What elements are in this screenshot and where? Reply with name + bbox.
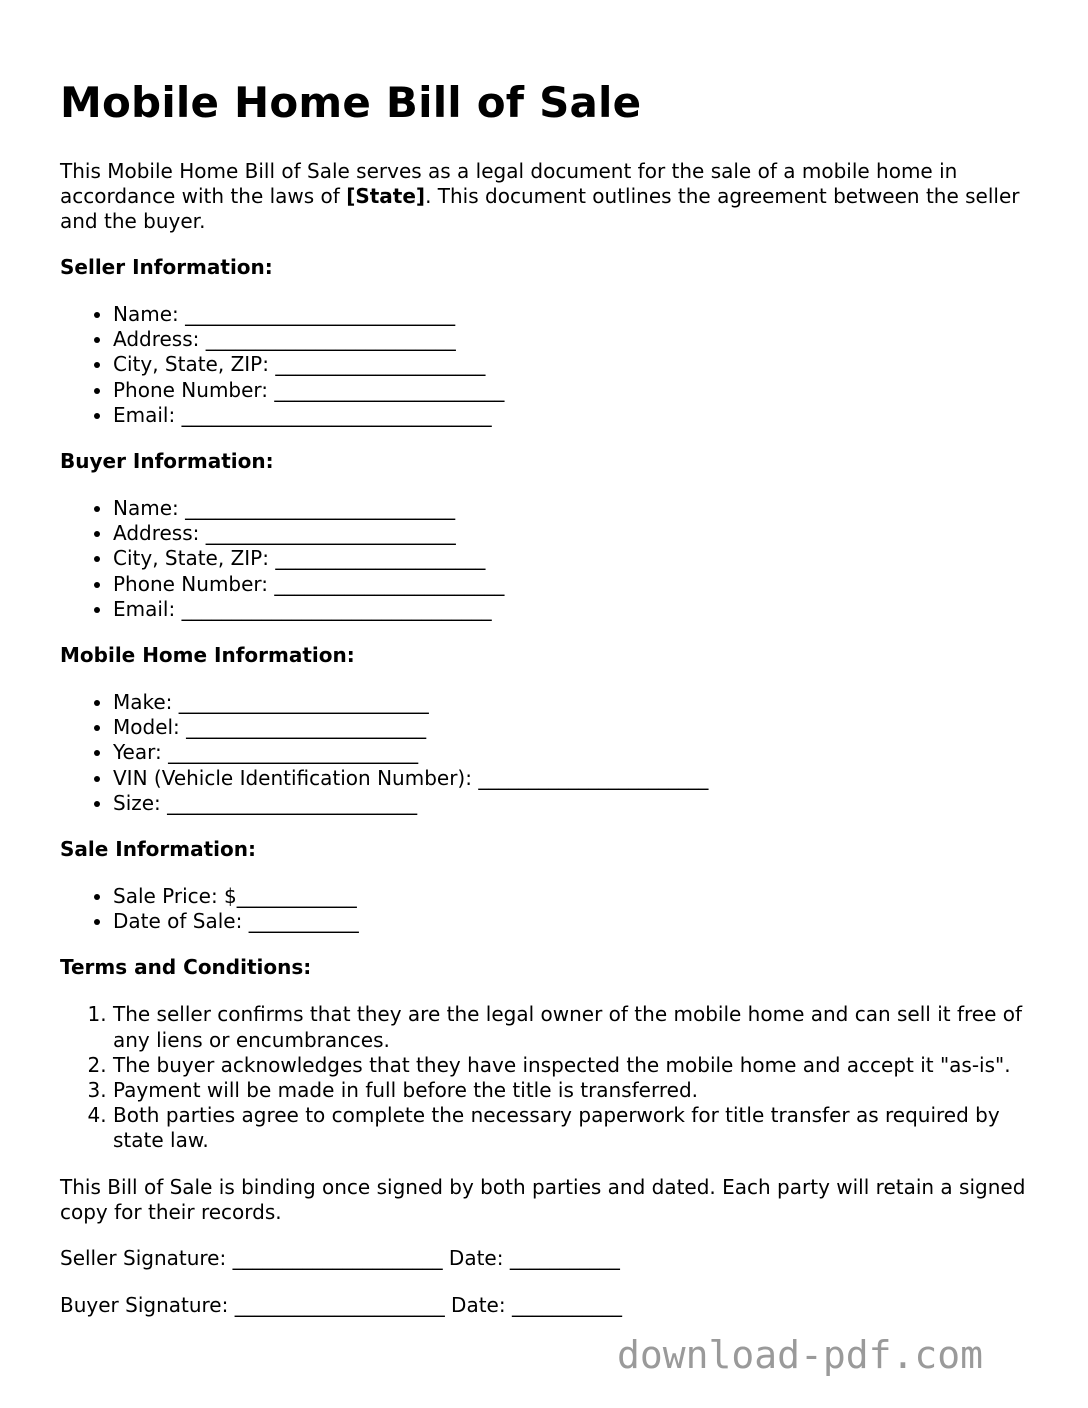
- sale-price-field: • Sale Price: $____________: [113, 884, 1050, 909]
- seller-city-field: • City, State, ZIP: _____________________: [113, 352, 1050, 377]
- document-title: Mobile Home Bill of Sale: [60, 78, 642, 127]
- home-year-field: • Year: _________________________: [113, 740, 1050, 765]
- seller-email-field: • Email: _______________________________: [113, 403, 1050, 428]
- seller-address-field: • Address: _________________________: [113, 327, 1050, 352]
- buyer-name-field: • Name: ___________________________: [113, 496, 1050, 521]
- home-list: [60, 690, 1050, 816]
- closing-paragraph: This Bill of Sale is binding once signed by both parties and dated. Each party will retain a signed copy for their records.: [60, 1174, 1026, 1224]
- intro-paragraph: [60, 159, 1050, 234]
- terms-list: [60, 1002, 1050, 1153]
- seller-heading: Seller Information:: [60, 255, 273, 279]
- buyer-signature-line: Buyer Signature: _____________________ Date: ___________: [60, 1292, 622, 1317]
- home-size-field: • Size: _________________________: [113, 791, 1050, 816]
- term-item: 2. The buyer acknowledges that they have inspected the mobile home and accept it "as-is".: [113, 1053, 1050, 1078]
- buyer-phone-field: • Phone Number: _______________________: [113, 572, 1050, 597]
- state-placeholder: [State]: [346, 184, 426, 208]
- terms-heading: Terms and Conditions:: [60, 955, 312, 980]
- intro-text-after: . This document outlines the agreement between the seller and the buyer.: [60, 184, 1020, 233]
- seller-name-field: • Name: ___________________________: [113, 302, 1050, 327]
- seller-list: [60, 302, 1050, 428]
- term-item: 1. The seller confirms that they are the legal owner of the mobile home and can sell it free of any liens or encumbrances.: [113, 1002, 1050, 1052]
- home-vin-field: • VIN (Vehicle Identification Number): _______________________: [113, 766, 1050, 791]
- buyer-address-field: • Address: _________________________: [113, 521, 1050, 546]
- home-make-field: • Make: _________________________: [113, 690, 1050, 715]
- term-item: 3. Payment will be made in full before the title is transferred.: [113, 1078, 1050, 1103]
- home-model-field: • Model: ________________________: [113, 715, 1050, 740]
- intro-text-before: This Mobile Home Bill of Sale serves as a legal document for the sale of a mobile home in accordance with the laws of: [60, 159, 958, 208]
- buyer-email-field: • Email: _______________________________: [113, 597, 1050, 622]
- seller-phone-field: • Phone Number: _______________________: [113, 378, 1050, 403]
- document-page: [60, 78, 1050, 1340]
- watermark-text: download-pdf.com: [617, 1333, 984, 1377]
- buyer-city-field: • City, State, ZIP: _____________________: [113, 546, 1050, 571]
- sale-heading: Sale Information:: [60, 837, 256, 862]
- home-heading: Mobile Home Information:: [60, 643, 355, 668]
- seller-signature-line: Seller Signature: _____________________ Date: ___________: [60, 1245, 620, 1270]
- sale-date-field: • Date of Sale: ___________: [113, 909, 1050, 934]
- term-item: 4. Both parties agree to complete the necessary paperwork for title transfer as required by state law.: [113, 1103, 1050, 1153]
- sale-list: [60, 884, 1050, 934]
- buyer-list: [60, 496, 1050, 622]
- buyer-heading: Buyer Information:: [60, 449, 274, 474]
